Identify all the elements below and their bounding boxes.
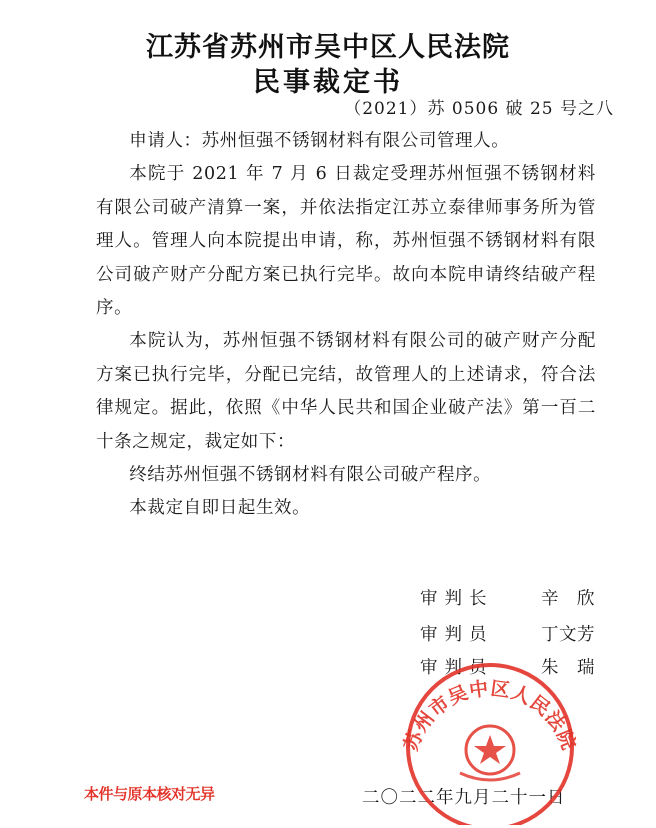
document-type-title: 民事裁定书 <box>253 67 403 98</box>
copy-verification-stamp: 本件与原本核对无异 <box>84 785 215 803</box>
signature-role: 审判员 <box>420 625 494 645</box>
ruling-body <box>96 125 596 526</box>
signature-name: 辛 欣 <box>541 589 595 609</box>
effective-paragraph: 本裁定自即日起生效。 <box>129 498 311 519</box>
signature-role: 审判员 <box>420 658 494 678</box>
court-opinion-paragraph: 本院认为，苏州恒强不锈钢材料有限公司的破产财产分配方案已执行完毕，分配已完结，故管理人的上述请求，符合法律规定。据此，依照《中华人民共和国企业破产法》第一百二十条之规定，裁定如下： <box>96 331 596 452</box>
applicant-paragraph: 申请人：苏州恒强不锈钢材料有限公司管理人。 <box>129 131 510 151</box>
court-seal-icon <box>400 655 580 825</box>
signature-name: 朱 瑞 <box>541 658 595 678</box>
seal-text: 苏州市吴中区人民法院 <box>400 677 580 754</box>
ruling-date: 二〇二二年九月二十一日 <box>362 788 566 808</box>
signature-role: 审判长 <box>420 589 494 609</box>
case-number: （2021）苏 0506 破 25 号之八 <box>344 99 614 119</box>
case-background-paragraph: 本院于 2021 年 7 月 6 日裁定受理苏州恒强不锈钢材料有限公司破产清算一案，并依法指定江苏立泰律师事务所为管理人。管理人向本院提出申请，称，苏州恒强不锈钢材料有限公司破产财产分配方案已执行完毕。故向本院申请终结破产程序。 <box>96 164 596 319</box>
signature-presiding-judge <box>420 585 595 610</box>
signature-name: 丁文芳 <box>541 625 595 645</box>
court-name-title: 江苏省苏州市吴中区人民法院 <box>146 32 510 63</box>
ruling-paragraph: 终结苏州恒强不锈钢材料有限公司破产程序。 <box>129 465 492 486</box>
signature-judge-1 <box>420 621 595 646</box>
